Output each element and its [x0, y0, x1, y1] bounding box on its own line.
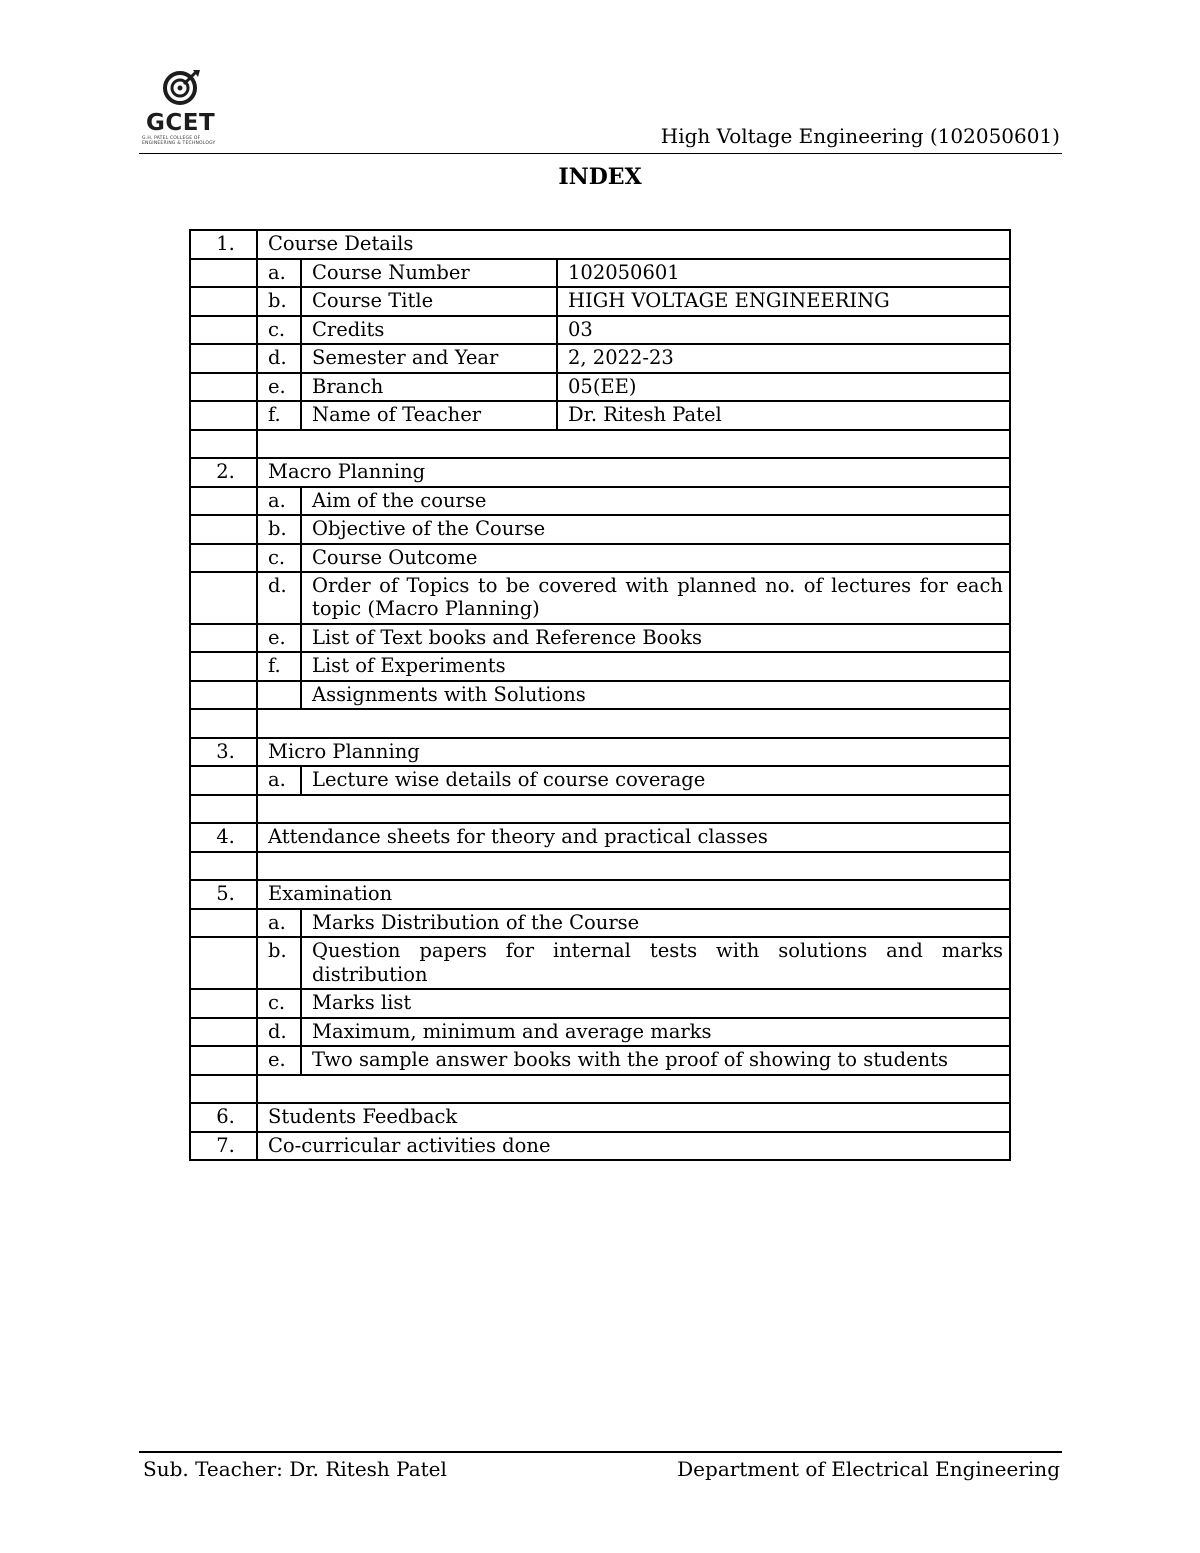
- section-number: 7.: [190, 1132, 257, 1161]
- spacer-row: [190, 1075, 1010, 1104]
- section-title: Attendance sheets for theory and practical classes: [257, 823, 1010, 852]
- item-value: Dr. Ritesh Patel: [557, 401, 1010, 430]
- item-letter: a.: [257, 909, 301, 938]
- item-text: Marks list: [301, 989, 1010, 1018]
- item-value: 2, 2022-23: [557, 344, 1010, 373]
- logo-emblem-icon: [140, 68, 230, 113]
- section-title: Co-curricular activities done: [257, 1132, 1010, 1161]
- table-row: [190, 738, 1010, 767]
- table-row: [190, 1132, 1010, 1161]
- table-row: [190, 1018, 1010, 1047]
- table-row: [190, 989, 1010, 1018]
- item-text: Two sample answer books with the proof of showing to students: [301, 1046, 1010, 1075]
- logo-wordmark: GCET: [146, 110, 216, 136]
- section-title: Micro Planning: [257, 738, 1010, 767]
- section-number: 5.: [190, 880, 257, 909]
- item-letter: e.: [257, 373, 301, 402]
- item-letter: e.: [257, 1046, 301, 1075]
- item-text: Order of Topics to be covered with planned no. of lectures for each topic (Macro Planning): [301, 572, 1010, 624]
- table-row: [190, 880, 1010, 909]
- section-title: Course Details: [257, 230, 1010, 259]
- table-row: [190, 766, 1010, 795]
- section-number: 4.: [190, 823, 257, 852]
- table-row: [190, 487, 1010, 516]
- college-logo: [140, 68, 230, 148]
- table-row: [190, 401, 1010, 430]
- logo-subtitle-line1: G.H. PATEL COLLEGE OF: [142, 136, 201, 141]
- item-text: Question papers for internal tests with solutions and marks distribution: [301, 937, 1010, 989]
- item-text: List of Text books and Reference Books: [301, 624, 1010, 653]
- table-row: [190, 624, 1010, 653]
- logo-subtitle-line2: ENGINEERING & TECHNOLOGY: [142, 141, 216, 146]
- section-title: Examination: [257, 880, 1010, 909]
- header-course-title: High Voltage Engineering (102050601): [660, 124, 1060, 148]
- section-number: 1.: [190, 230, 257, 259]
- item-letter: c.: [257, 544, 301, 573]
- section-number: 2.: [190, 458, 257, 487]
- item-text: List of Experiments: [301, 652, 1010, 681]
- item-text: Objective of the Course: [301, 515, 1010, 544]
- table-row: [190, 259, 1010, 288]
- item-letter: f.: [257, 401, 301, 430]
- spacer-row: [190, 430, 1010, 459]
- item-label: Credits: [301, 316, 557, 345]
- item-label: Course Title: [301, 287, 557, 316]
- item-text: Assignments with Solutions: [301, 681, 1010, 710]
- spacer-row: [190, 709, 1010, 738]
- spacer-row: [190, 795, 1010, 824]
- table-row: [190, 515, 1010, 544]
- item-letter: b.: [257, 937, 301, 989]
- item-letter: a.: [257, 259, 301, 288]
- table-row: [190, 544, 1010, 573]
- table-row: [190, 316, 1010, 345]
- table-row: [190, 652, 1010, 681]
- table-row: [190, 230, 1010, 259]
- header-rule: [139, 153, 1062, 154]
- item-letter: c.: [257, 316, 301, 345]
- spacer-row: [190, 852, 1010, 881]
- index-table: [189, 229, 1011, 1161]
- table-row: [190, 823, 1010, 852]
- table-row: [190, 572, 1010, 624]
- table-row: [190, 373, 1010, 402]
- item-value: HIGH VOLTAGE ENGINEERING: [557, 287, 1010, 316]
- item-letter: f.: [257, 652, 301, 681]
- item-letter: d.: [257, 1018, 301, 1047]
- table-row: [190, 287, 1010, 316]
- section-title: Macro Planning: [257, 458, 1010, 487]
- item-letter: d.: [257, 344, 301, 373]
- table-row: [190, 1103, 1010, 1132]
- table-row: [190, 344, 1010, 373]
- item-text: Course Outcome: [301, 544, 1010, 573]
- item-letter: a.: [257, 487, 301, 516]
- table-row: [190, 909, 1010, 938]
- footer-teacher: Sub. Teacher: Dr. Ritesh Patel: [143, 1457, 447, 1481]
- item-letter: [257, 681, 301, 710]
- footer-rule: [139, 1451, 1062, 1453]
- item-value: 102050601: [557, 259, 1010, 288]
- item-letter: a.: [257, 766, 301, 795]
- item-text: Lecture wise details of course coverage: [301, 766, 1010, 795]
- item-label: Semester and Year: [301, 344, 557, 373]
- item-value: 03: [557, 316, 1010, 345]
- item-text: Aim of the course: [301, 487, 1010, 516]
- section-number: 3.: [190, 738, 257, 767]
- item-letter: b.: [257, 515, 301, 544]
- item-letter: e.: [257, 624, 301, 653]
- item-label: Course Number: [301, 259, 557, 288]
- item-text: Maximum, minimum and average marks: [301, 1018, 1010, 1047]
- item-label: Name of Teacher: [301, 401, 557, 430]
- table-row: [190, 937, 1010, 989]
- table-row: [190, 458, 1010, 487]
- item-value: 05(EE): [557, 373, 1010, 402]
- table-row: [190, 681, 1010, 710]
- item-letter: b.: [257, 287, 301, 316]
- page-title: INDEX: [558, 164, 642, 190]
- footer-department: Department of Electrical Engineering: [677, 1457, 1060, 1481]
- section-number: 6.: [190, 1103, 257, 1132]
- section-title: Students Feedback: [257, 1103, 1010, 1132]
- item-letter: d.: [257, 572, 301, 624]
- item-letter: c.: [257, 989, 301, 1018]
- table-row: [190, 1046, 1010, 1075]
- item-text: Marks Distribution of the Course: [301, 909, 1010, 938]
- item-label: Branch: [301, 373, 557, 402]
